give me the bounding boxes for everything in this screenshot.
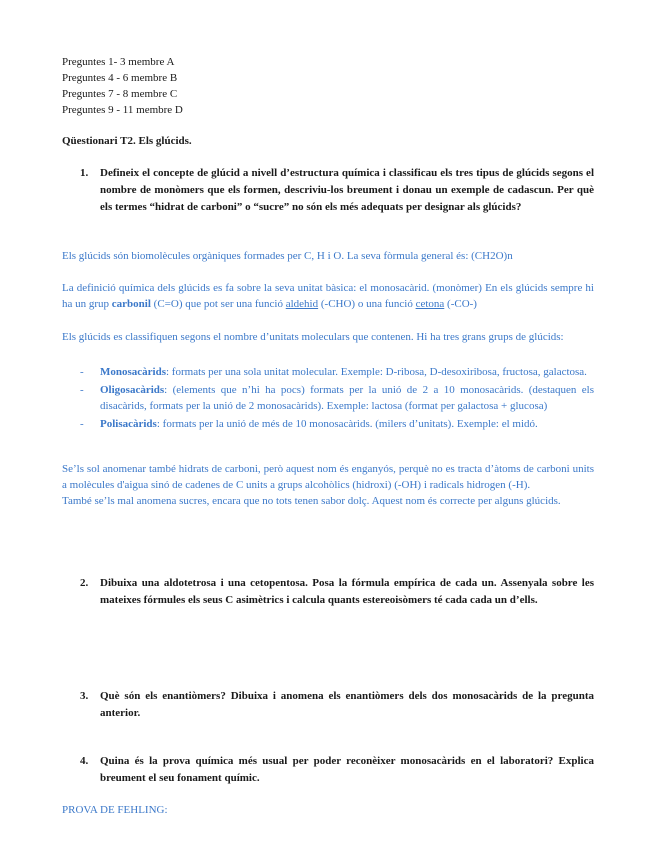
questionnaire-title: Qüestionari T2. Els glúcids. [62, 135, 192, 147]
question-number: 3. [80, 690, 89, 702]
assignment-line: Preguntes 9 - 11 membre D [62, 104, 183, 116]
answer-4-heading: PROVA DE FEHLING: [62, 804, 168, 816]
question-text: Dibuixa una aldotetrosa i una cetopentosa. Posa la fórmula empírica de cada un. Assenyala sobre les mateixes fórmules els seus C asimètrics i calcula quants estereoisòmers té cada cada un d’ells. [100, 577, 594, 606]
question-4 [80, 753, 594, 787]
answer-text: (-CHO) o una funció [318, 298, 416, 310]
answer-text: (-CO-) [444, 298, 477, 310]
answer-text: La definició química dels glúcids es fa sobre la seva unitat bàsica: el monosacàrid. (monòmer) En els glúcids sempre hi ha un grup [62, 282, 594, 310]
assignment-line: Preguntes 7 - 8 membre C [62, 88, 178, 100]
answer-text: (C=O) que pot ser una funció [150, 298, 286, 310]
bullet-dash: - [80, 418, 84, 430]
answer-1-paragraph-1: Els glúcids són biomolècules orgàniques formades per C, H i O. La seva fòrmula general és: (CH2O)n [62, 250, 513, 262]
question-1 [80, 165, 594, 216]
answer-1-paragraph-2 [62, 280, 594, 312]
question-2 [80, 575, 594, 609]
question-number: 2. [80, 577, 89, 589]
question-3 [80, 688, 594, 722]
answer-text: Se’ls sol anomenar també hidrats de carboni, però aquest nom és enganyós, perquè no es tracta d’àtoms de carboni units a molècules d'aigua sinó de cadenes de C units a grups alcohòlics (hidroxi) (-OH) i radicals hidrogen (-H). [62, 463, 594, 491]
bullet-dash: - [80, 366, 84, 378]
question-text: Defineix el concepte de glúcid a nivell d’estructura química i classificau els tres tipus de glúcids segons el nombre de monòmers que els formen, descriviu-los breument i donau un exemple de cadascun. Per què els termes “hidrat de carboni” o “sucre” no són els més adequats per designar als glúcids? [100, 167, 594, 213]
bullet-dash: - [80, 384, 84, 396]
assignment-line: Preguntes 4 - 6 membre B [62, 72, 178, 84]
type-description: : (elements que n’hi ha pocs) formats per la unió de 2 a 10 monosacàrids. (destaquen els disacàrids, formats per la unió de 2 monosacàrids). Exemple: lactosa (format per galactosa + glucosa) [100, 384, 594, 412]
question-text: Què són els enantiòmers? Dibuixa i anomena els enantiòmers dels dos monosacàrids de la pregunta anterior. [100, 690, 594, 719]
type-description: : formats per una sola unitat molecular. Exemple: D-ribosa, D-desoxiribosa, fructosa, galactosa. [166, 366, 587, 378]
answer-1-paragraph-4 [62, 461, 594, 509]
list-item [62, 364, 594, 380]
question-text: Quina és la prova química més usual per poder reconèixer monosacàrids en el laboratori? Explica breument el seu fonament químic. [100, 755, 594, 784]
type-description: : formats per la unió de més de 10 monosacàrids. (milers d’unitats). Exemple: el midó. [156, 418, 538, 430]
type-name: Polisacàrids [100, 418, 157, 430]
answer-keyword-carbonil: carbonil [111, 298, 151, 310]
answer-1-paragraph-3: Els glúcids es classifiquen segons el nombre d’unitats moleculars que contenen. Hi ha tres grans grups de glúcids: [62, 331, 564, 343]
assignment-line: Preguntes 1- 3 membre A [62, 56, 175, 68]
question-number: 4. [80, 755, 89, 767]
glucid-types-list [62, 364, 594, 434]
type-name: Monosacàrids [100, 366, 166, 378]
answer-keyword-cetona: cetona [415, 298, 445, 310]
list-item [62, 416, 594, 432]
answer-keyword-aldehid: aldehid [285, 298, 319, 310]
member-assignments [62, 54, 183, 118]
type-name: Oligosacàrids [100, 384, 165, 396]
question-number: 1. [80, 167, 89, 179]
answer-text: També se’ls mal anomena sucres, encara que no tots tenen sabor dolç. Aquest nom és correcte per alguns glúcids. [62, 495, 561, 507]
list-item [62, 382, 594, 414]
